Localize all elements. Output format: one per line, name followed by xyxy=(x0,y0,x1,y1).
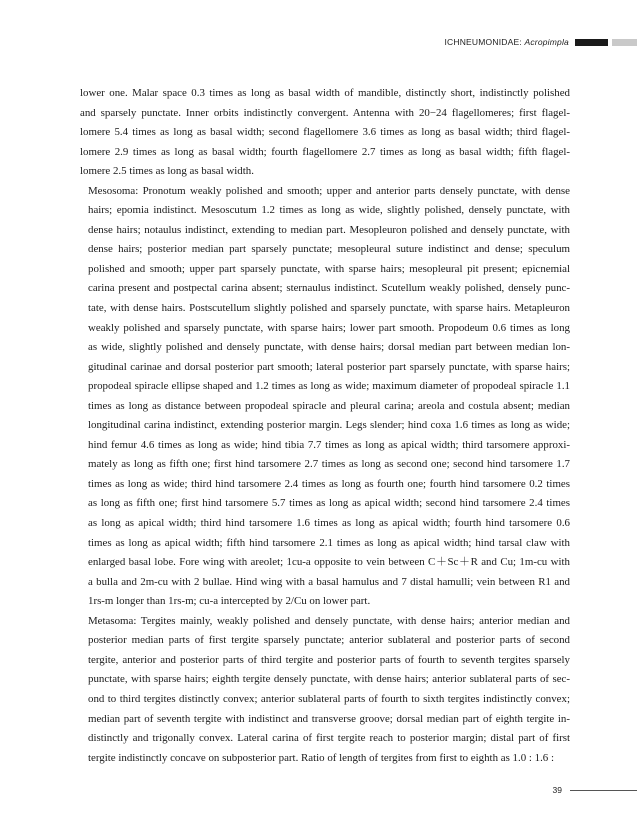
text-line: tergite indistinctly concave on subposterior part. Ratio of length of tergites from first to eighth as 1.0 : 1.6 : xyxy=(88,751,554,764)
text-line: ond to third tergites distinctly convex; anterior sublateral parts of fourth to sixth tergites indistinctly convex; xyxy=(88,692,570,705)
text-line: times as long as wide; third hind tarsomere 2.4 times as long as fourth one; fourth hind tarsomere 0.2 times xyxy=(88,477,570,490)
text-line: lomere 2.9 times as long as basal width; fourth flagellomere 2.7 times as long as basal width; fifth flagel- xyxy=(80,145,570,158)
text-line: posterior median parts of first tergite sparsely punctate; anterior sublateral and posterior parts of second xyxy=(88,634,570,647)
header-genus: Acropimpla xyxy=(524,37,569,47)
text-line: lomere 2.5 times as long as basal width. xyxy=(80,165,254,178)
text-line: enlarged basal lobe. Fore wing with areolet; 1cu-a opposite to vein between C＋Sc＋R and Cu; 1m-cu with xyxy=(88,556,570,569)
text-line: hind femur 4.6 times as long as wide; hind tibia 7.7 times as long as apical width; third tarsomere approxi- xyxy=(88,438,570,451)
text-line: hairs; epomia indistinct. Mesoscutum 1.2 times as long as wide, slightly polished, densely punctate, with xyxy=(88,204,570,217)
footer-rule xyxy=(570,790,637,791)
text-line: longitudinal carina indistinct, extending posterior margin. Legs slender; hind coxa 1.6 times as long as wide; xyxy=(88,419,570,432)
text-line: dense hairs; notaulus indistinct, extending to median part. Mesopleuron polished and densely punctate, with xyxy=(88,223,570,236)
text-line: tate, with dense hairs. Postscutellum slightly polished and sparsely punctate, with sparse hairs. Metapleuron xyxy=(88,302,570,315)
paragraph xyxy=(80,182,570,612)
text-line: dense hairs; posterior median part sparsely punctate; mesopleural suture indistinct and dense; speculum xyxy=(88,243,570,256)
running-header xyxy=(444,36,637,48)
text-line: as long as fifth one; first hind tarsomere 5.7 times as long as apical width; second hind tarsomere 2.4 times xyxy=(88,497,570,510)
text-line: punctate, with sparse hairs; eighth tergite densely punctate, with dense hairs; anterior sublateral parts of sec- xyxy=(88,673,570,686)
text-line: as long as apical width; third hind tarsomere 1.6 times as long as apical width; fourth hind tarsomere 0.6 xyxy=(88,517,570,530)
text-line: 1rs-m longer than 1rs-m; cu-a intercepted by 2/Cu on lower part. xyxy=(88,595,371,608)
body-text xyxy=(80,84,570,768)
running-header-text xyxy=(444,37,569,47)
text-line: times as long as apical width; fifth hind tarsomere 2.1 times as long as apical width; hind tarsal claw with xyxy=(88,536,570,549)
page-number: 39 xyxy=(552,785,562,795)
header-bar-light xyxy=(612,39,637,46)
text-line: mately as long as fifth one; first hind tarsomere 2.7 times as long as second one; second hind tarsomere 1.7 xyxy=(88,458,570,471)
text-line: polished and smooth; upper part sparsely punctate, with sparse hairs; mesopleural pit present; epicnemial xyxy=(88,262,570,275)
text-line: Metasoma: Tergites mainly, weakly polished and densely punctate, with dense hairs; anterior median and xyxy=(88,614,570,627)
text-line: distinctly and trigonally convex. Lateral carina of first tergite reach to posterior margin; distal part of first xyxy=(88,732,570,745)
text-line: lomere 5.4 times as long as basal width; second flagellomere 3.6 times as long as basal width; third flagel- xyxy=(80,126,570,139)
page-footer xyxy=(553,785,637,795)
paragraph xyxy=(80,84,570,182)
text-line: tergite, anterior and posterior parts of third tergite and posterior parts of fourth to seventh tergites sparsely xyxy=(88,653,570,666)
header-family: ICHNEUMONIDAE: xyxy=(444,37,522,47)
header-bar-dark xyxy=(575,39,608,46)
text-line: times as long as distance between propodeal spiracle and pleural carina; areola and costula absent; median xyxy=(88,399,570,412)
paragraph xyxy=(80,612,570,768)
text-line: as wide, slightly polished and densely punctate, with dense hairs; dorsal median part between median lon- xyxy=(88,341,570,354)
text-line: gitudinal carinae and dorsal posterior part smooth; lateral posterior part sparsely punctate, with sparse hairs; xyxy=(88,360,570,373)
text-line: weakly polished and sparsely punctate, with sparse hairs; lower part smooth. Propodeum 0.6 times as long xyxy=(88,321,570,334)
text-line: median part of seventh tergite with indistinct and transverse groove; dorsal median part of eighth tergite in- xyxy=(88,712,570,725)
text-line: carina present and postpectal carina absent; sternaulus indistinct. Scutellum weakly polished, densely punc- xyxy=(88,282,570,295)
text-line: and sparsely punctate. Inner orbits indistinctly convergent. Antenna with 20−24 flagellomeres; first flagel- xyxy=(80,106,570,119)
text-line: Mesosoma: Pronotum weakly polished and smooth; upper and anterior parts densely punctate, with dense xyxy=(88,184,570,197)
text-line: lower one. Malar space 0.3 times as long as basal width of mandible, distinctly short, indistinctly polished xyxy=(80,87,570,99)
text-line: propodeal spiracle ellipse shaped and 1.2 times as long as wide; maximum diameter of propodeal spiracle 1.1 xyxy=(88,380,570,393)
text-line: a bulla and 2m-cu with 2 bullae. Hind wing with a basal hamulus and 7 distal hamulli; vein between R1 and xyxy=(88,575,570,588)
